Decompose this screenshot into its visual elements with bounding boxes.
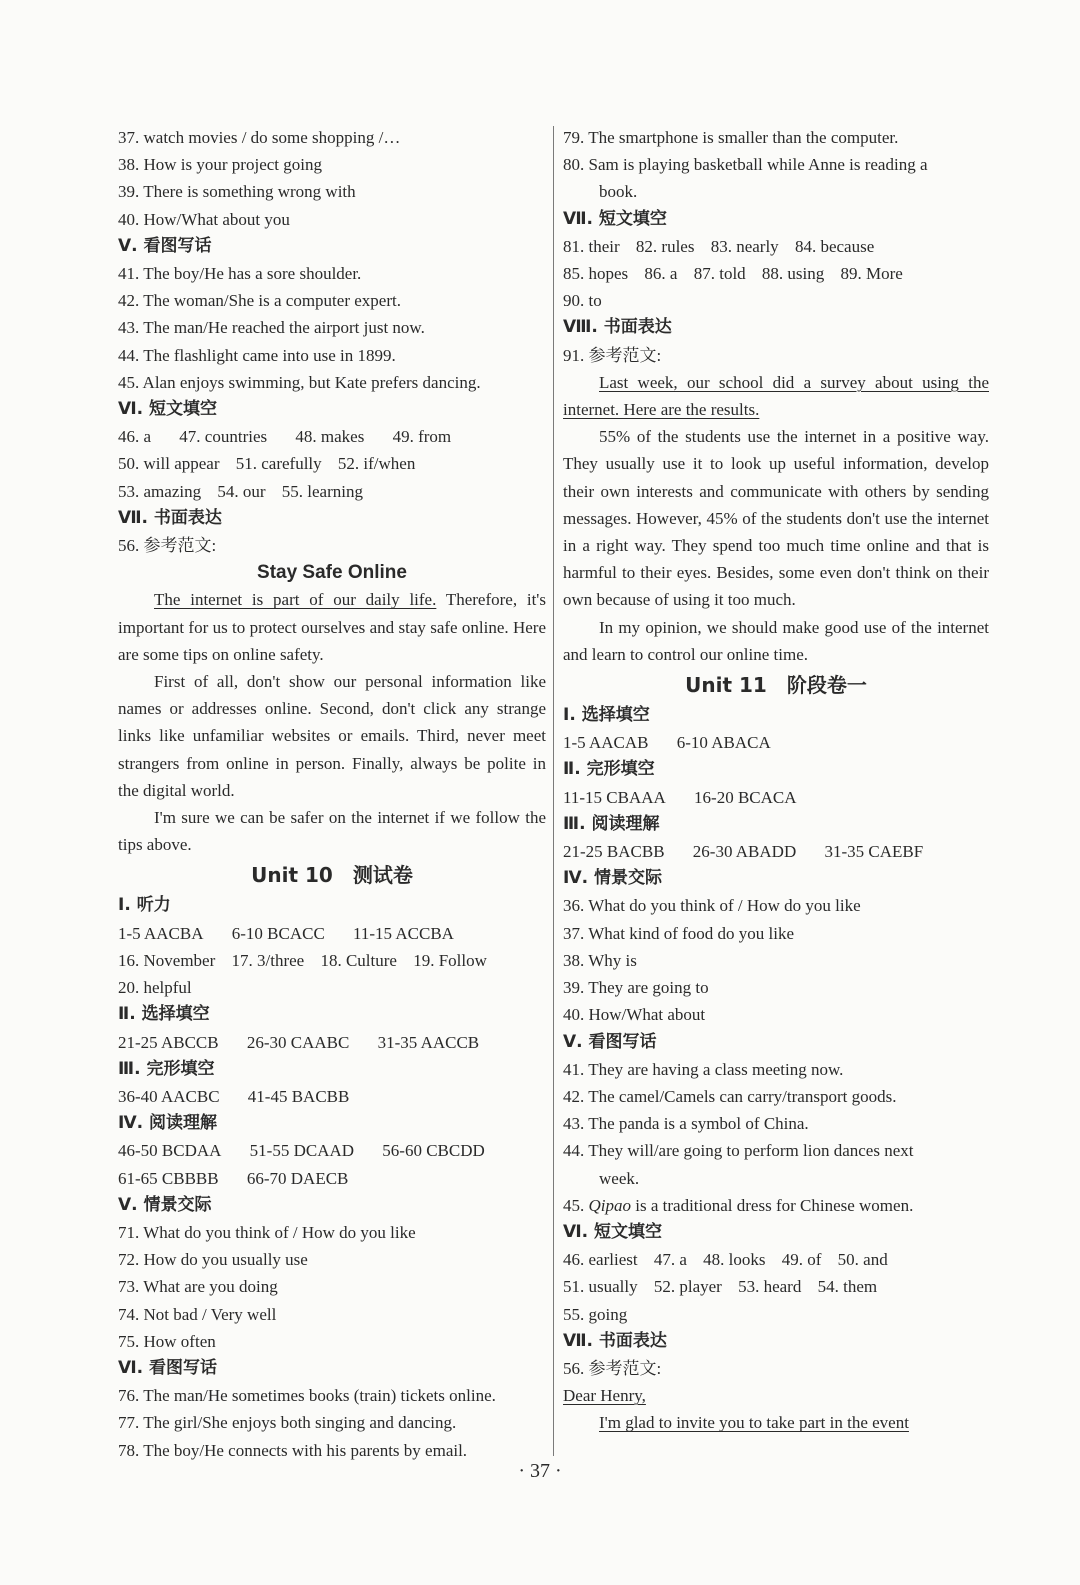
answer-item: 61-65 CBBBB (118, 1168, 219, 1188)
answer-41: 41. They are having a class meeting now. (563, 1059, 844, 1079)
section-heading: Ⅳ. 情景交际 (563, 868, 663, 889)
section-heading: Ⅴ. 看图写话 (118, 235, 212, 256)
answer-item: 86. a (644, 264, 678, 284)
section-heading: Ⅶ. 短文填空 (563, 208, 667, 229)
answer-item: 49. of (781, 1250, 822, 1270)
answer-item: 48. makes (295, 427, 365, 447)
answer-42: 42. The woman/She is a computer expert. (118, 291, 401, 311)
answer-item: 49. from (392, 427, 452, 447)
answer-item: 55. learning (281, 481, 363, 501)
answer-item: 51. carefully (235, 454, 322, 474)
answer-20: 20. helpful (118, 978, 192, 998)
answer-row (118, 423, 546, 450)
letter-salutation (563, 1382, 989, 1409)
answer-item: 52. if/when (337, 454, 416, 474)
answer-80: 80. Sam is playing basketball while Anne is reading a (563, 155, 928, 175)
underlined-sentence: Dear Henry, (563, 1386, 646, 1406)
answer-43: 43. The panda is a symbol of China. (563, 1114, 809, 1134)
answer-56: 56. 参考范文: (563, 1358, 662, 1378)
answer-item: 16-20 BCACA (694, 787, 797, 807)
answer-row (118, 947, 546, 974)
answer-row (563, 1246, 989, 1273)
unit-title: Unit 11 (685, 673, 767, 698)
essay-paragraph (563, 369, 989, 423)
answer-item: 47. countries (179, 427, 268, 447)
answer-38: 38. Why is (563, 950, 637, 970)
answer-row (118, 450, 546, 477)
section-heading: Ⅴ. 看图写话 (563, 1031, 657, 1052)
answer-row (563, 729, 989, 756)
answer-row (118, 1083, 546, 1110)
answer-91: 91. 参考范文: (563, 345, 662, 365)
answer-item: 18. Culture (320, 950, 397, 970)
answer-item: 6-10 BCACC (231, 923, 325, 943)
answer-38: 38. How is your project going (118, 155, 322, 175)
answer-item: 21-25 ABCCB (118, 1032, 219, 1052)
answer-56: 56. 参考范文: (118, 536, 217, 556)
answer-item: 1-5 AACBA (118, 923, 204, 943)
answer-76: 76. The man/He sometimes books (train) tickets online. (118, 1386, 496, 1406)
answer-40: 40. How/What about (563, 1005, 706, 1025)
answer-row (563, 1273, 989, 1300)
answer-item: 87. told (693, 264, 746, 284)
section-heading: Ⅱ. 选择填空 (118, 1004, 210, 1025)
answer-39: 39. There is something wrong with (118, 182, 356, 202)
section-heading: Ⅲ. 阅读理解 (563, 813, 660, 834)
answer-item: 26-30 CAABC (246, 1032, 350, 1052)
answer-item: 1-5 AACAB (563, 733, 649, 753)
answer-item: 83. nearly (710, 236, 779, 256)
essay-paragraph: I'm sure we can be safer on the internet if we follow the tips above. (118, 808, 546, 855)
section-heading: Ⅱ. 完形填空 (563, 759, 655, 780)
answer-item: 88. using (761, 264, 825, 284)
answer-90: 90. to (563, 291, 602, 311)
answer-item: 85. hopes (563, 264, 629, 284)
answer-item: 26-30 ABADD (692, 842, 797, 862)
answer-item: 66-70 DAECB (246, 1168, 349, 1188)
page-number: · 37 · (518, 1460, 562, 1482)
answer-row (118, 920, 546, 947)
underlined-sentence: The internet is part of our daily life. (154, 590, 437, 610)
answer-item: 11-15 ACCBA (353, 923, 454, 943)
section-heading: Ⅷ. 书面表达 (563, 317, 672, 338)
answer-item: 51-55 DCAAD (249, 1141, 355, 1161)
answer-row (563, 784, 989, 811)
answer-43: 43. The man/He reached the airport just now. (118, 318, 425, 338)
answer-item: 46. earliest (563, 1250, 638, 1270)
answer-55: 55. going (563, 1304, 628, 1324)
right-column (563, 124, 989, 1437)
essay-paragraph (118, 586, 546, 668)
answer-item: 53. heard (738, 1277, 802, 1297)
answer-72: 72. How do you usually use (118, 1250, 308, 1270)
section-heading: Ⅶ. 书面表达 (563, 1330, 667, 1351)
answer-71: 71. What do you think of / How do you like (118, 1222, 416, 1242)
answer-39: 39. They are going to (563, 978, 709, 998)
column-divider (553, 126, 554, 1456)
answer-44-cont: week. (599, 1168, 640, 1188)
answer-item: 89. More (840, 264, 903, 284)
answer-text: is a traditional dress for Chinese women. (631, 1195, 914, 1215)
answer-44: 44. The flashlight came into use in 1899. (118, 345, 396, 365)
answer-item: 52. player (653, 1277, 722, 1297)
answer-item: 46-50 BCDAA (118, 1141, 222, 1161)
essay-paragraph: In my opinion, we should make good use of the internet and learn to control our online time. (563, 617, 989, 664)
underlined-sentence: Last week, our school did a survey about using the internet. Here are the results. (563, 372, 989, 420)
answer-item: 84. because (794, 236, 875, 256)
answer-73: 73. What are you doing (118, 1277, 278, 1297)
answer-37: 37. watch movies / do some shopping /… (118, 128, 401, 147)
answer-item: 51. usually (563, 1277, 638, 1297)
answer-36: 36. What do you think of / How do you like (563, 896, 861, 916)
answer-77: 77. The girl/She enjoys both singing and dancing. (118, 1413, 457, 1433)
answer-item: 47. a (653, 1250, 687, 1270)
answer-row (563, 838, 989, 865)
section-heading: Ⅰ. 听力 (118, 895, 171, 916)
answer-item: 81. their (563, 236, 620, 256)
answer-row (118, 478, 546, 505)
answer-item: 53. amazing (118, 481, 202, 501)
answer-80-cont: book. (599, 182, 638, 202)
answer-item: 54. them (817, 1277, 878, 1297)
answer-row (118, 1137, 546, 1164)
unit-heading (563, 668, 989, 702)
section-heading: Ⅴ. 情景交际 (118, 1194, 212, 1215)
section-heading: Ⅶ. 书面表达 (118, 507, 222, 528)
answer-item: 54. our (217, 481, 266, 501)
answer-74: 74. Not bad / Very well (118, 1304, 277, 1324)
answer-item: 19. Follow (413, 950, 487, 970)
answer-item: 41-45 BACBB (247, 1086, 350, 1106)
answer-item: 48. looks (703, 1250, 766, 1270)
answer-78: 78. The boy/He connects with his parents by email. (118, 1440, 468, 1460)
answer-item: 56-60 CBCDD (382, 1141, 485, 1161)
answer-79: 79. The smartphone is smaller than the computer. (563, 128, 899, 147)
answer-item: 36-40 AACBC (118, 1086, 220, 1106)
answer-row (563, 233, 989, 260)
answer-item: 11-15 CBAAA (563, 787, 666, 807)
underlined-sentence: I'm glad to invite you to take part in the event (599, 1413, 909, 1433)
letter-paragraph (563, 1409, 989, 1436)
answer-44: 44. They will/are going to perform lion dances next (563, 1141, 914, 1161)
italic-word: Qipao (588, 1195, 631, 1215)
answer-item: 82. rules (635, 236, 695, 256)
answer-item: 21-25 BACBB (563, 842, 665, 862)
essay-text: Therefore, it's important for us to protect ourselves and stay safe online. Here are some tips on online safety. (118, 590, 546, 664)
answer-item: 31-35 AACCB (377, 1032, 480, 1052)
unit-subtitle: 阶段卷一 (786, 673, 867, 698)
essay-paragraph: First of all, don't show our personal information like names or addresses online. Second, don't click any strange links like unfamiliar websites or emails. Third, never meet strangers from online in person. Finally, always be polite in the digital world. (118, 672, 546, 800)
answer-item: 31-35 CAEBF (824, 842, 924, 862)
essay-title: Stay Safe Online (257, 562, 407, 584)
answer-45 (563, 1192, 989, 1219)
answer-item: 17. 3/three (231, 950, 305, 970)
answer-number: 45. (563, 1195, 585, 1215)
left-column (118, 124, 546, 1464)
section-heading: Ⅵ. 看图写话 (118, 1357, 218, 1378)
unit-heading (118, 858, 546, 892)
answer-item: 50. and (837, 1250, 888, 1270)
section-heading: Ⅵ. 短文填空 (563, 1221, 663, 1242)
answer-42: 42. The camel/Camels can carry/transport goods. (563, 1086, 897, 1106)
answer-75: 75. How often (118, 1331, 216, 1351)
answer-item: 46. a (118, 427, 152, 447)
section-heading: Ⅵ. 短文填空 (118, 399, 218, 420)
answer-item: 16. November (118, 950, 216, 970)
answer-41: 41. The boy/He has a sore shoulder. (118, 264, 362, 284)
answer-item: 50. will appear (118, 454, 220, 474)
unit-title: Unit 10 (251, 863, 333, 888)
answer-40: 40. How/What about you (118, 209, 290, 229)
section-heading: Ⅳ. 阅读理解 (118, 1113, 218, 1134)
essay-paragraph: 55% of the students use the internet in a positive way. They usually use it to look up useful information, develop their own interests and communicate with others by sending messages. However, 45% of the students don't use the internet in a right way. They spend too much time online and that is harmful to their eyes. Besides, some even don't think on their own because of using it too much. (563, 427, 989, 610)
answer-item: 6-10 ABACA (676, 733, 771, 753)
answer-45: 45. Alan enjoys swimming, but Kate prefers dancing. (118, 372, 481, 392)
answer-37: 37. What kind of food do you like (563, 923, 795, 943)
answer-row (118, 1029, 546, 1056)
section-heading: Ⅲ. 完形填空 (118, 1058, 215, 1079)
answer-row (118, 1165, 546, 1192)
unit-subtitle: 测试卷 (352, 863, 413, 888)
section-heading: Ⅰ. 选择填空 (563, 705, 650, 726)
answer-row (563, 260, 989, 287)
